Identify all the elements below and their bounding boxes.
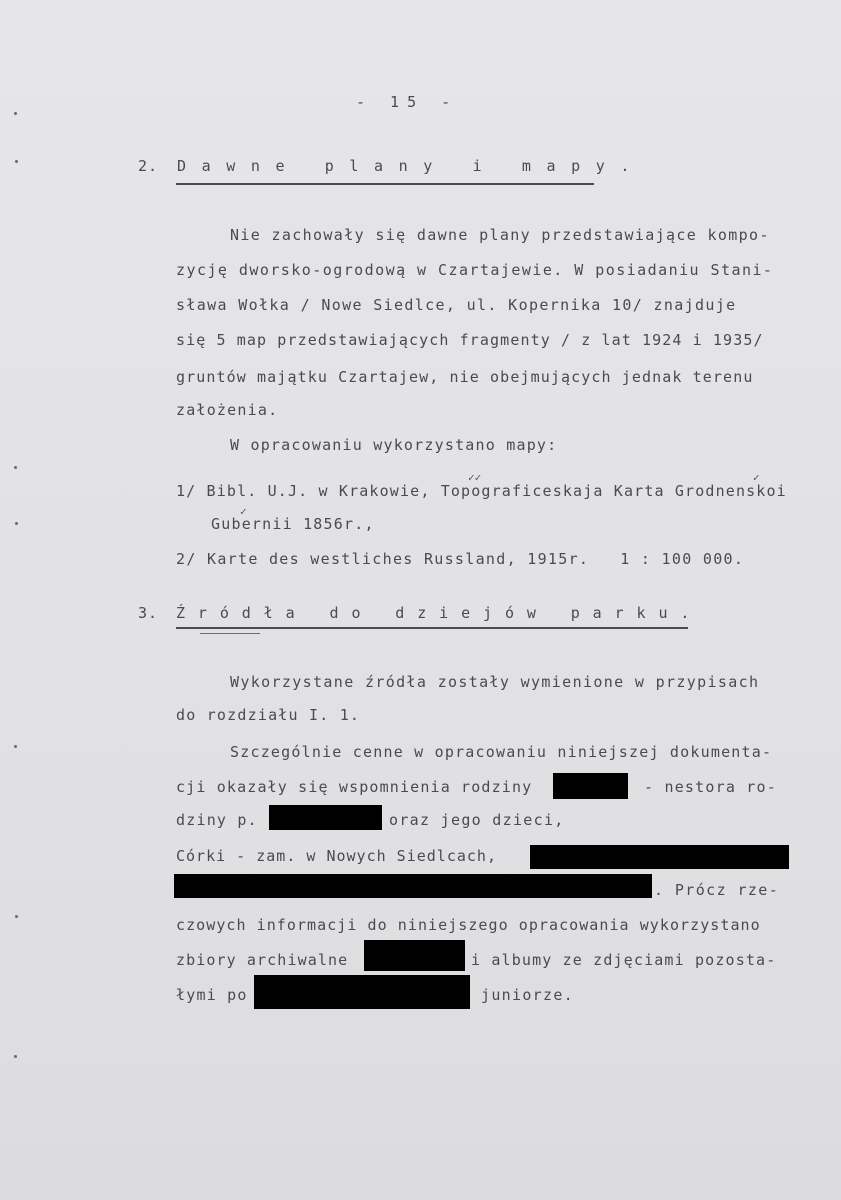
margin-dot <box>14 745 17 748</box>
section-3-underline-light <box>200 633 260 634</box>
section-3-underline <box>176 627 688 629</box>
section-2-title: Dawne plany i mapy. <box>177 157 645 175</box>
margin-dot <box>14 1055 17 1058</box>
paragraph-3-line: juniorze. <box>481 986 574 1004</box>
paragraph-1-line: zycję dworsko-ogrodową w Czartajewie. W posiadaniu Stani- <box>176 261 774 279</box>
maps-intro: W opracowaniu wykorzystano mapy: <box>230 436 558 454</box>
paragraph-3-line: Córki - zam. w Nowych Siedlcach, <box>176 847 497 865</box>
paragraph-2-line: Wykorzystane źródła zostały wymienione w przypisach <box>230 673 760 691</box>
diacritic-mark: ✓✓ <box>468 471 482 484</box>
redaction-bar <box>174 874 652 898</box>
paragraph-1-line: sława Wołka / Nowe Siedlce, ul. Kopernika 10/ znajduje <box>176 296 737 314</box>
paragraph-3-line: dziny p. <box>176 811 258 829</box>
paragraph-3-line: i albumy ze zdjęciami pozosta- <box>471 951 777 969</box>
section-2-number: 2. <box>138 157 159 175</box>
section-3-number: 3. <box>138 604 159 622</box>
paragraph-3-line: oraz jego dzieci, <box>389 811 565 829</box>
redaction-bar <box>269 805 382 830</box>
paragraph-2-line: do rozdziału I. 1. <box>176 706 361 724</box>
paragraph-1-line: Nie zachowały się dawne plany przedstawiające kompo- <box>230 226 770 244</box>
paragraph-3-line: Szczególnie cenne w opracowaniu niniejszej dokumenta- <box>230 743 773 761</box>
margin-dot <box>14 112 17 115</box>
redaction-bar <box>364 940 465 971</box>
paragraph-3-line: . Prócz rze- <box>654 881 780 899</box>
map-entry-1: 1/ Bibl. U.J. w Krakowie, Topograficeskaja Karta Grodnenskoi <box>176 482 787 500</box>
paragraph-1-line: się 5 map przedstawiających fragmenty / z lat 1924 i 1935/ <box>176 331 764 349</box>
paragraph-1-line: założenia. <box>176 401 279 419</box>
redaction-bar <box>530 845 789 869</box>
paragraph-3-line: zbiory archiwalne <box>176 951 349 969</box>
section-2-underline <box>176 183 594 185</box>
paragraph-3-line: - nestora ro- <box>644 778 777 796</box>
redaction-bar <box>254 975 470 1009</box>
paragraph-1-line: gruntów majątku Czartajew, nie obejmujących jednak terenu <box>176 368 754 386</box>
diacritic-mark: ✓ <box>240 505 247 518</box>
redaction-bar <box>553 773 628 799</box>
margin-dot <box>14 466 17 469</box>
margin-dot <box>15 160 18 163</box>
paragraph-3-line: czowych informacji do niniejszego opracowania wykorzystano <box>176 916 761 934</box>
paragraph-3-line: cji okazały się wspomnienia rodziny <box>176 778 533 796</box>
diacritic-mark: ✓ <box>753 471 760 484</box>
page-number: - 15 - <box>356 93 459 111</box>
margin-dot <box>15 915 18 918</box>
margin-dot <box>15 522 18 525</box>
section-3-title: Źródła do dziejów parku. <box>176 604 703 622</box>
map-entry-2: 2/ Karte des westliches Russland, 1915r. 1 : 100 000. <box>176 550 745 568</box>
map-entry-1-continued: Gubernii 1856r., <box>211 515 375 533</box>
paragraph-3-line: łymi po <box>176 986 248 1004</box>
